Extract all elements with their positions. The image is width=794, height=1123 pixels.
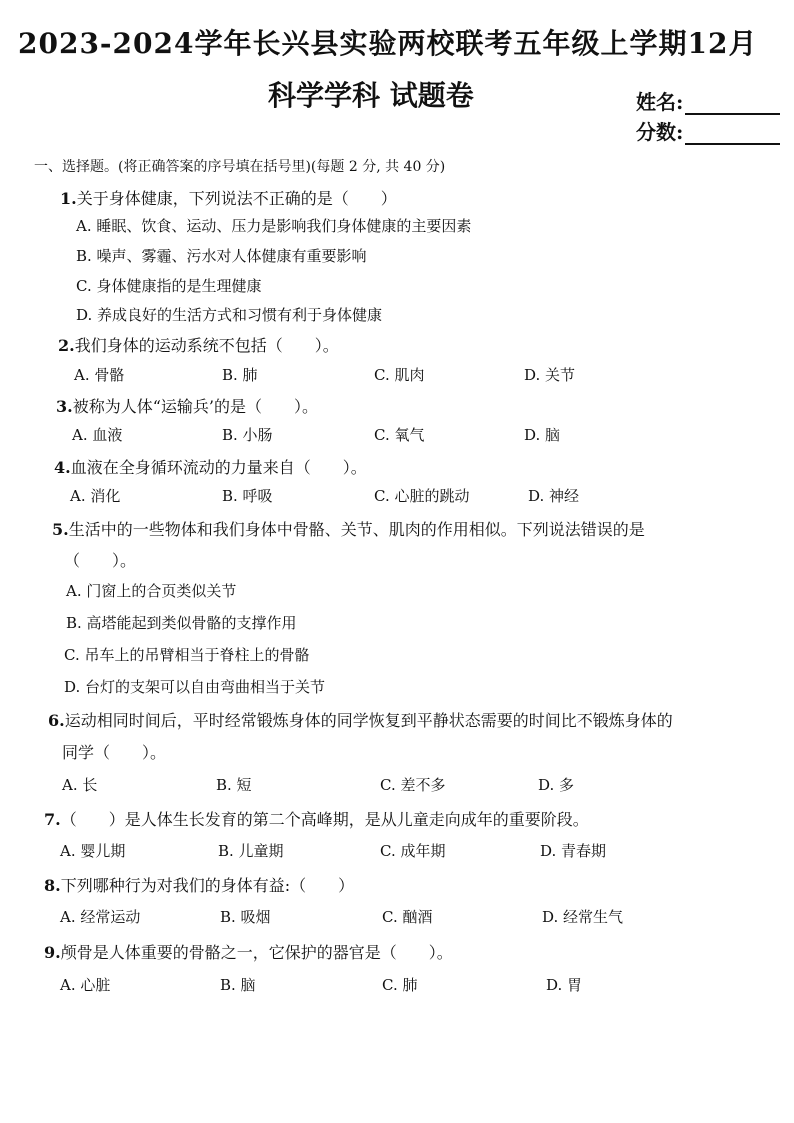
question-2	[58, 333, 339, 356]
option-4d: D. 神经	[528, 487, 580, 505]
option-8d: D. 经常生气	[542, 908, 624, 926]
option-2d: D. 关节	[524, 366, 576, 384]
option-1b: B. 噪声、雾霾、污水对人体健康有重要影响	[76, 247, 367, 265]
question-7	[44, 807, 589, 830]
score-blank[interactable]	[685, 123, 780, 145]
option-4b: B. 呼吸	[222, 487, 273, 505]
question-number: 7.	[44, 810, 61, 829]
question-9	[44, 940, 453, 963]
name-label: 姓名:	[636, 90, 684, 114]
option-1d: D. 养成良好的生活方式和习惯有利于身体健康	[76, 306, 383, 324]
option-8b: B. 吸烟	[220, 908, 271, 926]
question-6	[48, 708, 673, 731]
question-number: 8.	[44, 876, 61, 895]
option-3b: B. 小肠	[222, 426, 273, 444]
option-2c: C. 肌肉	[374, 366, 425, 384]
option-8a: A. 经常运动	[60, 908, 141, 926]
option-7a: A. 婴儿期	[60, 842, 126, 860]
question-text: 血液在全身循环流动的力量来自（ ）。	[70, 458, 367, 477]
question-number: 2.	[58, 336, 75, 355]
option-5c: C. 吊车上的吊臂相当于脊柱上的骨骼	[64, 646, 310, 664]
score-field[interactable]	[636, 116, 780, 145]
section-heading: 一、选择题。(将正确答案的序号填在括号里)(每题 2 分, 共 40 分)	[34, 159, 446, 175]
option-4a: A. 消化	[70, 487, 121, 505]
question-number: 9.	[44, 943, 61, 962]
question-number: 4.	[54, 458, 71, 477]
question-text: 运动相同时间后，平时经常锻炼身体的同学恢复到平静状态需要的时间比不锻炼身体的	[64, 711, 673, 730]
option-1c: C. 身体健康指的是生理健康	[76, 277, 262, 295]
question-text: 生活中的一些物体和我们身体中骨骼、关节、肌肉的作用相似。下列说法错误的是	[68, 520, 645, 539]
question-3	[56, 394, 318, 417]
question-text: 关于身体健康，下列说法不正确的是（ ）	[76, 189, 397, 208]
question-5	[52, 517, 645, 540]
name-field[interactable]	[636, 86, 780, 115]
option-7b: B. 儿童期	[218, 842, 284, 860]
option-1a: A. 睡眠、饮食、运动、压力是影响我们身体健康的主要因素	[76, 217, 472, 235]
option-9d: D. 胃	[546, 976, 583, 994]
question-text: 下列哪种行为对我们的身体有益:（ ）	[60, 876, 355, 895]
question-text: 颅骨是人体重要的骨骼之一，它保护的器官是（ ）。	[60, 943, 453, 962]
exam-subtitle: 科学学科 试题卷	[268, 79, 474, 112]
option-6c: C. 差不多	[380, 776, 446, 794]
option-6a: A. 长	[62, 776, 98, 794]
question-text: 被称为人体“运输兵’的是（ ）。	[72, 397, 318, 416]
question-4	[54, 455, 367, 478]
option-5a: A. 门窗上的合页类似关节	[66, 582, 237, 600]
option-9c: C. 肺	[382, 976, 418, 994]
option-2a: A. 骨骼	[74, 366, 125, 384]
option-7d: D. 青春期	[540, 842, 607, 860]
option-3a: A. 血液	[72, 426, 123, 444]
option-3d: D. 脑	[524, 426, 561, 444]
question-text: 我们身体的运动系统不包括（ ）。	[74, 336, 339, 355]
question-6-continuation: 同学（ ）。	[62, 743, 167, 762]
name-blank[interactable]	[685, 93, 780, 115]
option-5d: D. 台灯的支架可以自由弯曲相当于关节	[64, 678, 326, 696]
option-9a: A. 心脏	[60, 976, 111, 994]
question-number: 3.	[56, 397, 73, 416]
option-6b: B. 短	[216, 776, 252, 794]
option-3c: C. 氧气	[374, 426, 425, 444]
option-4c: C. 心脏的跳动	[374, 487, 470, 505]
score-label: 分数:	[636, 120, 684, 144]
question-number: 1.	[60, 189, 77, 208]
question-number: 5.	[52, 520, 69, 539]
option-2b: B. 肺	[222, 366, 258, 384]
option-8c: C. 酗酒	[382, 908, 433, 926]
question-number: 6.	[48, 711, 65, 730]
option-7c: C. 成年期	[380, 842, 446, 860]
option-5b: B. 高塔能起到类似骨骼的支撑作用	[66, 614, 297, 632]
exam-title: 2023-2024学年长兴县实验两校联考五年级上学期12月	[18, 27, 758, 60]
question-1	[60, 186, 397, 209]
question-text: （ ）是人体生长发育的第二个高峰期，是从儿童走向成年的重要阶段。	[60, 810, 589, 829]
question-8	[44, 873, 354, 896]
option-9b: B. 脑	[220, 976, 256, 994]
option-6d: D. 多	[538, 776, 575, 794]
question-5-continuation: （ ）。	[64, 551, 137, 570]
